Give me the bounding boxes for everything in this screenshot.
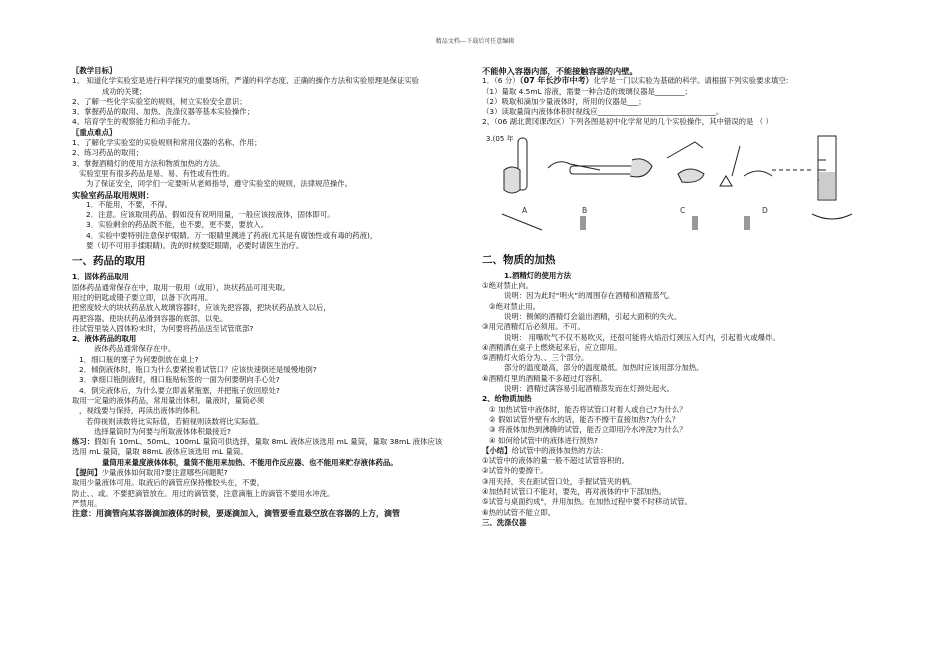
solid-line: 再把容器。使块状药品滑到容器的底部，以免。 — [72, 313, 228, 323]
section-title-heating: 二、物质的加热 — [482, 253, 556, 266]
rule-line: 4．实验中要特别注意保护眼睛。万一眼睛里溅进了药液(尤其是有腐蚀性或有毒的药液)， — [86, 230, 378, 240]
dropper-c — [667, 142, 703, 158]
hand-a — [504, 167, 520, 193]
lamp-title: 1.酒精灯的使用方法 — [504, 270, 572, 280]
ask-label: 【提问】 — [72, 467, 102, 477]
q1-item: （3）读取量筒内液体体积时视线应________________________________。 — [482, 107, 724, 117]
lamp-c — [720, 176, 732, 186]
practice-label: 练习： — [72, 437, 95, 447]
intro-line: 实验室里有很多药品是易、易、有性或有性的。 — [79, 168, 235, 178]
q1-source: （07 年长沙市中考） — [519, 76, 594, 86]
solid-line: 往试管里装入固体粉末时，为何要将药品送至试管底部? — [72, 323, 254, 333]
key-line: 1、了解化学实验室的实验规则和常用仪器的名称、作用； — [72, 138, 262, 148]
section-title-drug-use: 一、药品的取用 — [72, 255, 146, 268]
summary-item: ⑥热的试管不能立即。 — [482, 507, 556, 517]
lamp-line: ④酒精洒在桌子上燃烧起来后，应立即用。 — [482, 342, 622, 352]
lamp-line: ③用完酒精灯后必须用。不可。 — [482, 322, 585, 332]
goal-line: 2、了解一些化学实验室的规则，树立实验安全意识； — [72, 96, 247, 106]
liquid-line: 若仰视则读数将比实际值，若俯视则读数将比实际值。 — [86, 416, 264, 426]
liquid-line: 选择量筒时为何要与所取液体体积最接近? — [94, 426, 231, 436]
liquid-line: 2．倾倒液体时，瓶口为什么要紧挨着试管口？应该快速倒还是缓慢地倒? — [79, 365, 317, 375]
solid-line: 用过的钥匙或镊子要立即，以备下次再用。 — [72, 292, 213, 302]
figure-label: 3.(05 年 — [486, 134, 514, 143]
lamp-line: 说明：侧倾的酒精灯会溢出酒精，引起大面积的失火。 — [504, 311, 682, 321]
top-note: 不能伸入容器内部，不能接触容器的内壁。 — [482, 66, 638, 76]
liquid-line: ，视线要与保持，再读出液体的体积。 — [79, 406, 205, 416]
lamp-line: 说明：酒精过满容易引起酒精蒸发而在灯颈处起火。 — [504, 384, 674, 394]
option-d: D — [762, 205, 768, 215]
experiment-illustration — [482, 130, 882, 250]
deco-b — [580, 216, 586, 230]
lamp-line: ⑤酒精灯火焰分为、、三个部分。 — [482, 353, 589, 363]
q1-prefix: 1．（6 分） — [482, 76, 520, 86]
section-title-washing: 三、洗涤仪器 — [482, 517, 527, 527]
goals-title: 〖教学目标〗 — [72, 66, 117, 75]
hand-b-right — [630, 159, 652, 177]
final-note: 注意：用滴管向某容器滴加液体的时候，要逐滴加入，滴管要垂直悬空放在容器的上方，滴管 — [72, 509, 400, 519]
rules-title: 实验室药品取用规则： — [72, 189, 154, 200]
tube-a-lower — [502, 214, 542, 230]
dropper-d — [732, 146, 740, 176]
heat-question: ② 假如试管外壁有水的话，能否不擦干直接加热?为什么？ — [489, 414, 680, 424]
summary-item: ②试管外的要擦干。 — [482, 466, 548, 476]
lamp-line: ①绝对禁止向。 — [482, 281, 533, 291]
liquid-line: 液体药品通常保存在中。 — [94, 344, 176, 354]
deco-d — [744, 216, 750, 230]
goal-line: 4、培育学生的观察能力和动手能力。 — [72, 117, 195, 127]
key-title: 〖重点难点〗 — [72, 127, 117, 137]
heat-question: ④ 如何给试管中的液体进行预热? — [489, 435, 598, 445]
q1-item: （1）量取 4.5mL 溶液，需要一种合适的玻璃仪器是________； — [482, 86, 692, 96]
option-c: C — [680, 205, 686, 215]
lamp-line: 说明：因为此时“明火”的周围存在酒精和酒精蒸气。 — [504, 291, 675, 301]
right-column — [482, 66, 882, 528]
summary-item: ④加热时试管口不能对，要先，再对液体的中下部加热。 — [482, 487, 667, 497]
left-column — [72, 66, 477, 519]
lamp-line: 说明： 用嘴吹气不仅不易吹灭，还很可能将火焰沿灯颈压入灯内，引起着火或爆炸。 — [504, 332, 780, 342]
rule-line: 要（切不可用手揉眼睛)。洗的时候要眨眼睛，必要时请医生治疗。 — [86, 241, 304, 251]
solid-line: 把密度较大的块状药品放入玻璃容器时，应该先把容器，把块状药品放入以后， — [72, 303, 331, 313]
lamp-line: 部分的温度最高，部分的温度最低。加热时应该用部分加热。 — [504, 363, 704, 373]
heat-title: 2、给物质加热 — [482, 394, 532, 404]
dropper-line: 严禁用。 — [72, 498, 102, 508]
q1-item: （2）吸取和滴加少量液体时，所用的仪器是___； — [482, 96, 646, 106]
deco-c — [692, 216, 698, 230]
solid-title: 1．固体药品取用 — [72, 272, 129, 282]
liquid-line: 4．倒完液体后，为什么要立即盖紧瓶塞，并把瓶子放回原处? — [79, 385, 280, 395]
heat-question: ① 加热试管中液体时，能否将试管口对着人或自己?为什么？ — [489, 404, 687, 414]
deco-right — [812, 214, 852, 219]
liquid-title: 2、液体药品的取用 — [72, 334, 137, 344]
practice-line: 假如有 10mL、50mL、100mL 量筒可供选择，量取 8mL 液体应该选用 mL 量筒，量取 38mL 液体应该 — [94, 437, 443, 447]
hand-c — [678, 169, 704, 182]
dropper-line: 防止、、或。不要把滴管放在。用过的滴管要，注意滴瓶上的滴管不要用水冲洗。 — [72, 488, 335, 498]
q1-text: 化学是一门以实验为基础的科学。请根据下列实验要求填空: — [593, 76, 789, 86]
liquid-line: 3．拿细口瓶倒液时，细口瓶贴标签的一面为何要朝向手心处? — [79, 375, 280, 385]
rule-line: 1．不能用，不要，不得。 — [86, 199, 173, 209]
option-b: B — [582, 205, 588, 215]
dropper-line: 取用少量液体可用。取液后的滴管应保持橡胶头在，不要， — [72, 478, 265, 488]
q2-line: 2、（06 湖北黄冈课改区）下列各图是初中化学常见的几个实验操作，其中错误的是 （ ） — [482, 117, 773, 127]
hand-d — [744, 171, 772, 176]
summary-item: ③用夹持，夹在距试管口处，手握试管夹的柄。 — [482, 476, 637, 486]
key-line: 2、练习药品的取用； — [72, 148, 144, 158]
lamp-line: ②绝对禁止用。 — [489, 301, 540, 311]
page-header: 精品文档---下载后可任意编辑 — [435, 38, 515, 45]
rule-line: 3．实验剩余的药品既不能，也不要，更不要，要放入。 — [86, 220, 269, 230]
rule-line: 2．注意。应该取用药品。假如没有说明用量，一般应该按液体，固体即可。 — [86, 210, 335, 220]
solid-line: 固体药品通常保存在中，取用一般用（或用），块状药品可用夹取。 — [72, 282, 291, 292]
ask-text: 少量液体如何取用?要注意哪些问题呢? — [101, 467, 228, 477]
cylinder-note: 量筒用来量度液体体积，量筒不能用来加热、不能用作反应器、也不能用来贮存液体药品。 — [102, 457, 398, 467]
goal-line: 3、掌握药品的取用、加热、洗涤仪器等基本实验操作； — [72, 107, 255, 117]
goal-line: 成功的关键； — [102, 86, 147, 96]
intro-line: 为了保证安全，同学们一定要听从老师指导，遵守实验室的规则，法律规范操作。 — [86, 179, 353, 189]
lamp-line: ⑥酒精灯里的酒精量不多超过灯容积。 — [482, 373, 607, 383]
summary-item: ①试管中的液体的量一般不超过试管容积的。 — [482, 456, 630, 466]
summary-item: ⑤试管与桌面约成°，并用加热。在加热过程中要不时移动试管。 — [482, 497, 692, 507]
goal-line: 1、 知道化学实验室是进行科学探究的重要场所，严谨的科学态度、正确的操作方法和实验原理是保证实验 — [72, 76, 420, 86]
option-a: A — [522, 205, 528, 215]
summary-text: 给试管中的液体加热的方法： — [511, 445, 608, 455]
liquid-line: 1．细口瓶的塞子为何要倒放在桌上? — [79, 354, 199, 364]
summary-label: 【小结】 — [482, 445, 512, 455]
key-line: 3、掌握酒精灯的使用方法和物质加热的方法。 — [72, 158, 225, 168]
liquid-line: 取用一定量的液体药品，常用量出体积。量液时，量筒必须 — [72, 395, 265, 405]
practice-line: 选用 mL 量筒，量取 88mL 液体应该选用 mL 量筒。 — [72, 447, 248, 457]
heat-question: ③ 将液体加热到沸腾的试管，能否立即用冷水冲洗?为什么？ — [489, 425, 687, 435]
test-tube-b — [570, 166, 640, 174]
experiment-figure — [482, 130, 882, 250]
